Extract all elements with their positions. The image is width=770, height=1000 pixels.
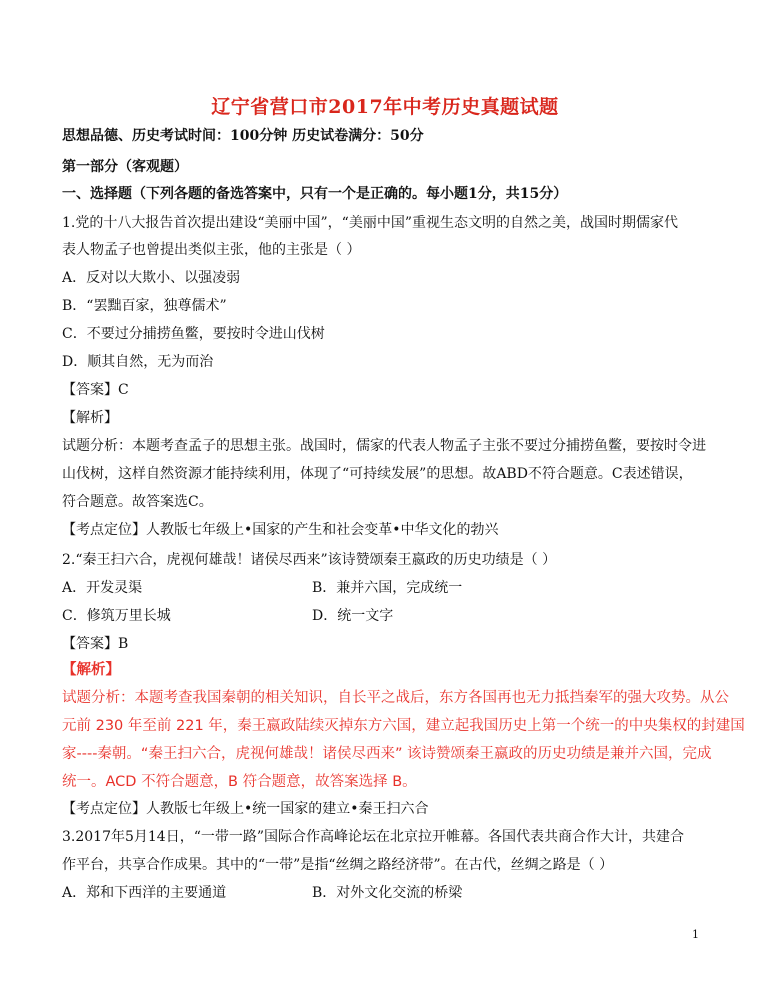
q2-analysis-label: 【解析】 [62,662,120,678]
page-number: 1 [692,928,699,941]
q2-answer: 【答案】B [62,636,129,652]
q2-analysis-line: 元前 230 年至前 221 年，秦王嬴政陆续灭掉东方六国，建立起我国历史上第一个统一的中央集权的封建国 [62,718,745,734]
q2-option-a: A．开发灵渠 [62,580,143,596]
q3-options-row [62,883,712,903]
q1-option-d: D．顺其自然，无为而治 [62,354,214,370]
q1-analysis-line: 试题分析：本题考查孟子的思想主张。战国时，儒家的代表人物孟子主张不要过分捕捞鱼鳖，要按时令进 [62,438,706,454]
q2-stem: 2.“秦王扫六合，虎视何雄哉！诸侯尽西来”该诗赞颂秦王嬴政的历史功绩是（ ） [62,552,557,568]
q2-analysis-line: 家----秦朝。“秦王扫六合，虎视何雄哉！诸侯尽西来” 该诗赞颂秦王嬴政的历史功绩是兼并六国，完成 [62,746,712,762]
q2-kaodian: 【考点定位】人教版七年级上•统一国家的建立•秦王扫六合 [62,801,429,817]
q3-stem-line: 3.2017年5月14日，“一带一路”国际合作高峰论坛在北京拉开帷幕。各国代表共商合作大计，共建合 [62,829,685,845]
q1-option-c: C．不要过分捕捞鱼鳖，要按时令进山伐树 [62,326,325,342]
q1-analysis-label: 【解析】 [62,410,118,426]
q1-kaodian: 【考点定位】人教版七年级上•国家的产生和社会变革•中华文化的勃兴 [62,522,499,538]
q3-option-b: B．对外文化交流的桥梁 [312,885,463,901]
q3-option-a: A．郑和下西洋的主要通道 [62,885,227,901]
q1-analysis-line: 符合题意。故答案选C。 [62,494,213,510]
q2-options-row [62,578,712,598]
exam-info: 思想品德、历史考试时间：100分钟 历史试卷满分：50分 [62,128,424,144]
q2-analysis-line: 试题分析：本题考查我国秦朝的相关知识，自长平之战后，东方各国再也无力抵挡秦军的强大攻势。从公 [62,690,729,706]
page-title: 辽宁省营口市2017年中考历史真题试题 [211,96,559,118]
q1-option-b: B．“罢黜百家，独尊儒术” [62,298,227,314]
q1-answer: 【答案】C [62,382,129,398]
q1-stem-line: 表人物孟子也曾提出类似主张，他的主张是（ ） [62,242,361,258]
q2-option-b: B．兼并六国，完成统一 [312,580,463,596]
q3-stem-line: 作平台，共享合作成果。其中的“一带”是指“丝绸之路经济带”。在古代，丝绸之路是（ ） [62,857,614,873]
q2-option-d: D．统一文字 [312,608,394,624]
q1-option-a: A．反对以大欺小、以强凌弱 [62,270,241,286]
q2-analysis-line: 统一。ACD 不符合题意，B 符合题意，故答案选择 B。 [62,774,417,790]
q1-analysis-line: 山伐树，这样自然资源才能持续利用，体现了“可持续发展”的思想。故ABD不符合题意。C表述错误， [62,466,693,482]
section-heading: 一、选择题（下列各题的备选答案中，只有一个是正确的。每小题1分，共15分） [62,186,568,202]
q1-stem-line: 1.党的十八大报告首次提出建设“美丽中国”，“美丽中国”重视生态文明的自然之美，战国时期儒家代 [62,215,678,231]
part-heading: 第一部分（客观题） [62,159,188,175]
q2-options-row [62,606,712,626]
q2-option-c: C．修筑万里长城 [62,608,171,624]
